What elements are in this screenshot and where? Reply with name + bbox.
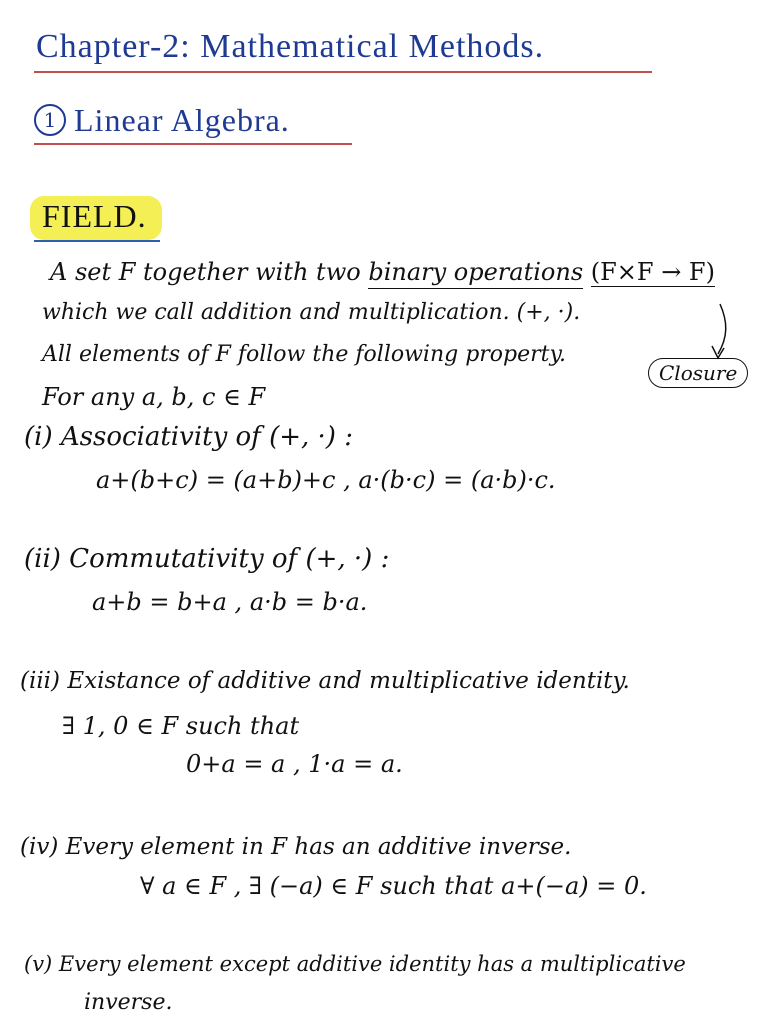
closure-arrow bbox=[700, 302, 740, 362]
intro-line-2: which we call addition and multiplication. (+, ·). bbox=[42, 300, 581, 325]
property-1-label: (i) Associativity of (+, ·) : bbox=[24, 422, 353, 452]
property-2-label: (ii) Commutativity of (+, ·) : bbox=[24, 544, 390, 574]
section-number bbox=[34, 104, 66, 136]
property-5-label: (v) Every element except additive identity has a multiplicative bbox=[24, 952, 686, 976]
section-number-text: 1 bbox=[43, 108, 57, 132]
topic-underline bbox=[34, 240, 160, 242]
topic-title: FIELD. bbox=[42, 198, 147, 234]
property-3-label: (iii) Existance of additive and multiplicative identity. bbox=[20, 668, 630, 694]
section-underline bbox=[34, 143, 352, 145]
property-4-label: (iv) Every element in F has an additive inverse. bbox=[20, 834, 572, 860]
chapter-underline bbox=[34, 71, 652, 73]
property-5-label-cont: inverse. bbox=[84, 990, 173, 1015]
property-1-formula: a+(b+c) = (a+b)+c , a·(b·c) = (a·b)·c. bbox=[96, 466, 556, 494]
property-2-formula: a+b = b+a , a·b = b·a. bbox=[92, 588, 368, 616]
property-4-formula: ∀ a ∈ F , ∃ (−a) ∈ F such that a+(−a) = 0. bbox=[140, 872, 647, 900]
intro-line1-prefix: A set F together with two bbox=[50, 258, 361, 286]
intro-line-1 bbox=[50, 258, 715, 286]
closure-note: Closure bbox=[648, 358, 748, 388]
intro-line1-suffix: (F×F → F) bbox=[590, 258, 715, 286]
intro-line-3: All elements of F follow the following property. bbox=[42, 342, 567, 367]
chapter-title: Chapter-2: Mathematical Methods. bbox=[36, 28, 545, 65]
intro-line-4: For any a, b, c ∈ F bbox=[42, 383, 266, 411]
section-title: Linear Algebra. bbox=[74, 102, 290, 138]
intro-line1-underlined: binary operations bbox=[368, 258, 583, 289]
property-3-formula-line1: ∃ 1, 0 ∈ F such that bbox=[62, 712, 300, 740]
property-3-formula-line2: 0+a = a , 1·a = a. bbox=[186, 750, 403, 778]
